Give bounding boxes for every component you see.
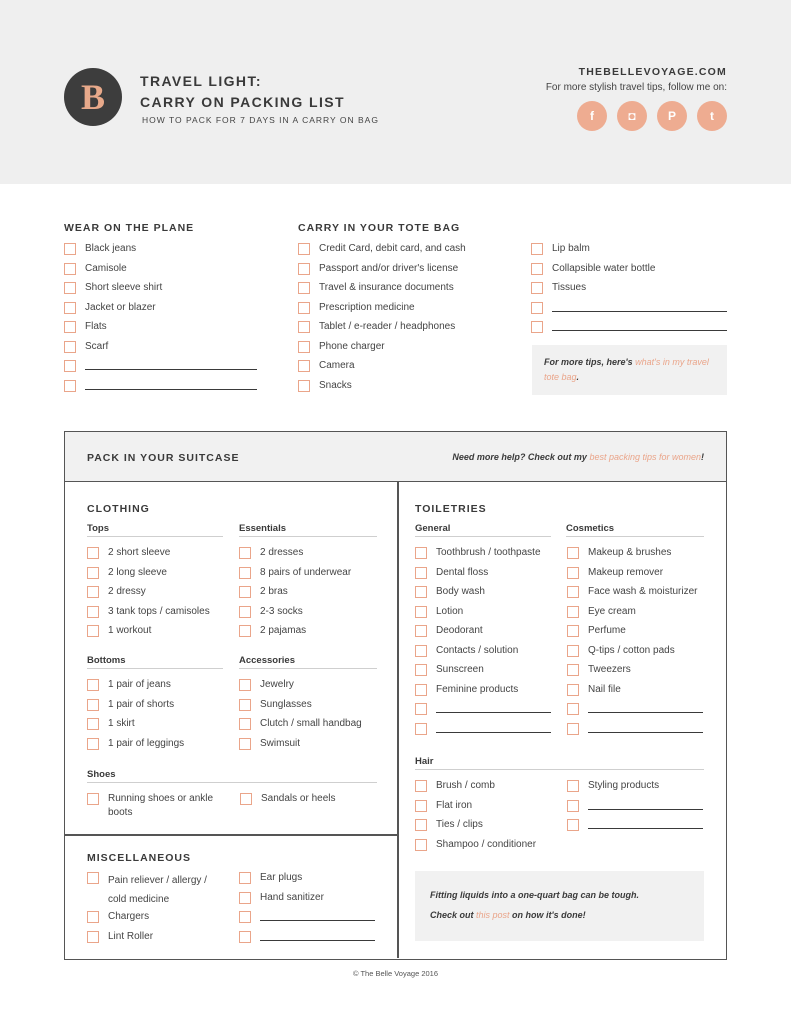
checklist-item xyxy=(415,702,551,715)
checklist-item-label: Ties / clips xyxy=(436,819,483,830)
checklist-item-label: Chargers xyxy=(108,911,150,922)
checklist-item-label: Body wash xyxy=(436,586,485,597)
checklist-item xyxy=(298,320,455,334)
checklist-item-label: Sunscreen xyxy=(436,664,484,675)
checkbox[interactable] xyxy=(87,547,99,559)
help-link[interactable]: best packing tips for women xyxy=(589,452,701,462)
checkbox[interactable] xyxy=(64,321,76,333)
checklist-item xyxy=(239,624,306,638)
pinterest-glyph: P xyxy=(667,109,676,123)
checklist-item xyxy=(64,281,162,295)
tote-tip-box xyxy=(532,345,727,395)
checklist-item-label: Q-tips / cotton pads xyxy=(588,644,675,656)
checkbox[interactable] xyxy=(567,625,579,637)
checklist-item xyxy=(567,702,703,715)
checkbox[interactable] xyxy=(239,911,251,923)
checklist-item xyxy=(298,262,458,276)
checklist-item-label: 2 long sleeve xyxy=(108,566,167,578)
bottoms-heading: Bottoms xyxy=(87,655,223,669)
social-links xyxy=(577,101,727,131)
checklist-item xyxy=(239,930,375,943)
twitter-icon[interactable] xyxy=(697,101,727,131)
checklist-item-label: Flats xyxy=(85,321,107,332)
checklist-item xyxy=(567,605,636,619)
checkbox[interactable] xyxy=(298,360,310,372)
checklist-item-label: Sunglasses xyxy=(260,698,312,710)
checklist-item xyxy=(415,722,551,735)
essentials-heading: Essentials xyxy=(239,523,377,537)
checklist-item xyxy=(531,301,727,314)
checklist-item xyxy=(567,722,703,735)
tote-heading: CARRY IN YOUR TOTE BAG xyxy=(298,222,461,234)
checkbox[interactable] xyxy=(531,282,543,294)
checkbox[interactable] xyxy=(567,586,579,598)
checkbox[interactable] xyxy=(415,703,427,715)
checklist-item-label: 8 pairs of underwear xyxy=(260,566,352,578)
checklist-item-label: Lint Roller xyxy=(108,931,154,942)
checklist-item xyxy=(567,799,703,812)
checklist-item xyxy=(567,779,659,793)
checklist-item xyxy=(239,678,294,692)
checklist-item xyxy=(239,566,351,580)
checklist-item xyxy=(415,546,541,560)
checklist-item-label: Eye cream xyxy=(588,605,636,617)
checklist-item-label: Ear plugs xyxy=(260,872,303,883)
checkbox[interactable] xyxy=(239,738,251,750)
blank-line[interactable] xyxy=(588,722,703,733)
checklist-item xyxy=(87,698,174,712)
accessories-heading: Accessories xyxy=(239,655,377,669)
checklist-item-label: Camera xyxy=(319,360,355,371)
checkbox[interactable] xyxy=(87,718,99,730)
checkbox[interactable] xyxy=(298,263,310,275)
pinterest-icon[interactable] xyxy=(657,101,687,131)
facebook-icon[interactable] xyxy=(577,101,607,131)
checklist-item xyxy=(567,546,671,560)
checkbox[interactable] xyxy=(64,302,76,314)
suitcase-heading: PACK IN YOUR SUITCASE xyxy=(87,452,240,464)
checklist-item-label: Perfume xyxy=(588,625,626,636)
checkbox[interactable] xyxy=(87,738,99,750)
blank-line[interactable] xyxy=(588,818,703,829)
checklist-item xyxy=(531,320,727,333)
checklist-item-label: Jewelry xyxy=(260,679,294,690)
checklist-item-label: Camisole xyxy=(85,262,127,274)
header-banner xyxy=(0,0,791,184)
checkbox[interactable] xyxy=(239,699,251,711)
checkbox[interactable] xyxy=(87,567,99,579)
help-suffix: ! xyxy=(701,452,704,462)
checkbox[interactable] xyxy=(415,664,427,676)
checklist-item xyxy=(415,683,518,697)
checklist-item-label: Prescription medicine xyxy=(319,301,415,313)
blank-line[interactable] xyxy=(552,320,727,331)
checklist-item xyxy=(239,737,300,751)
checkbox[interactable] xyxy=(531,263,543,275)
checkbox[interactable] xyxy=(415,839,427,851)
checklist-item xyxy=(298,359,355,373)
checkbox[interactable] xyxy=(567,723,579,735)
checkbox[interactable] xyxy=(567,547,579,559)
checklist-item xyxy=(415,644,518,658)
checkbox[interactable] xyxy=(64,243,76,255)
checklist-item-label: Makeup & brushes xyxy=(588,547,672,558)
checklist-item-label: Makeup remover xyxy=(588,566,664,578)
checklist-item-label: 1 pair of leggings xyxy=(108,737,185,749)
blank-line[interactable] xyxy=(85,379,257,390)
liquids-tip-prefix: Check out xyxy=(430,910,477,920)
checklist-item-label: Lotion xyxy=(436,605,464,617)
checkbox[interactable] xyxy=(239,567,251,579)
checklist-item xyxy=(531,281,586,295)
checkbox[interactable] xyxy=(567,684,579,696)
checkbox[interactable] xyxy=(298,341,310,353)
checkbox[interactable] xyxy=(87,625,99,637)
checkbox[interactable] xyxy=(64,263,76,275)
checkbox[interactable] xyxy=(415,723,427,735)
checkbox[interactable] xyxy=(567,780,579,792)
checklist-item xyxy=(239,871,302,885)
checklist-item-label: Shampoo / conditioner xyxy=(436,838,537,850)
checklist-item xyxy=(239,910,375,923)
checklist-item-label: Tablet / e-reader / headphones xyxy=(319,321,456,332)
checklist-item xyxy=(239,605,303,619)
checklist-item-label: Feminine products xyxy=(436,683,519,695)
checklist-item-label: Dental floss xyxy=(436,566,489,578)
checklist-item-label: 2 dresses xyxy=(260,547,304,558)
checkbox[interactable] xyxy=(87,679,99,691)
checkbox[interactable] xyxy=(64,282,76,294)
checklist-item-label: Swimsuit xyxy=(260,737,301,749)
checklist-item-label: 3 tank tops / camisoles xyxy=(108,605,210,617)
checkbox[interactable] xyxy=(298,282,310,294)
checkbox[interactable] xyxy=(415,606,427,618)
checklist-item xyxy=(415,779,495,793)
checkbox[interactable] xyxy=(415,645,427,657)
checklist-item-label: Short sleeve shirt xyxy=(85,282,163,293)
checklist-item-label: Styling products xyxy=(588,780,660,791)
checklist-item-label: 1 pair of shorts xyxy=(108,698,175,710)
checklist-item xyxy=(64,320,107,334)
checklist-item xyxy=(87,605,210,619)
checklist-item-label: Flat iron xyxy=(436,799,473,811)
checklist-item-label: Nail file xyxy=(588,683,621,695)
checklist-item xyxy=(567,644,675,658)
checklist-item xyxy=(64,379,257,392)
blank-line[interactable] xyxy=(552,301,727,312)
tote-tip-suffix: . xyxy=(576,372,580,382)
facebook-glyph: f xyxy=(590,109,594,123)
checkbox[interactable] xyxy=(239,679,251,691)
checklist-item xyxy=(567,683,621,697)
toiletries-heading: TOILETRIES xyxy=(415,503,487,515)
checkbox[interactable] xyxy=(298,380,310,392)
checklist-item xyxy=(567,624,626,638)
checkbox[interactable] xyxy=(298,302,310,314)
checklist-item xyxy=(239,698,312,712)
checkbox[interactable] xyxy=(87,606,99,618)
checkbox[interactable] xyxy=(239,931,251,943)
checklist-item-label: Tissues xyxy=(552,282,587,293)
checklist-item xyxy=(87,930,153,944)
checkbox[interactable] xyxy=(415,586,427,598)
tote-tip-text: For more tips, here's xyxy=(544,357,636,367)
checkbox[interactable] xyxy=(87,793,99,805)
page-title-line2: CARRY ON PACKING LIST xyxy=(140,94,345,110)
clothing-heading: CLOTHING xyxy=(87,503,150,515)
checklist-item xyxy=(87,871,223,909)
checklist-item-label: Phone charger xyxy=(319,340,385,352)
checkbox[interactable] xyxy=(567,606,579,618)
checklist-item-label: 1 pair of jeans xyxy=(108,679,171,690)
checklist-item-label: 1 workout xyxy=(108,625,152,636)
logo-badge xyxy=(64,68,122,126)
checkbox[interactable] xyxy=(87,911,99,923)
blank-line[interactable] xyxy=(436,702,551,713)
checkbox[interactable] xyxy=(567,567,579,579)
checklist-item xyxy=(298,340,385,354)
checklist-item xyxy=(298,242,466,256)
general-heading: General xyxy=(415,523,551,537)
checkbox[interactable] xyxy=(567,664,579,676)
checkbox[interactable] xyxy=(239,606,251,618)
checklist-item xyxy=(64,340,108,354)
checklist-item-label: Clutch / small handbag xyxy=(260,718,362,729)
checklist-item xyxy=(415,818,483,832)
misc-heading: MISCELLANEOUS xyxy=(87,852,192,864)
help-text xyxy=(452,452,704,462)
checklist-item xyxy=(87,717,135,731)
twitter-glyph: t xyxy=(710,109,714,123)
horizontal-divider xyxy=(65,834,398,836)
checkbox[interactable] xyxy=(567,703,579,715)
cosmetics-heading: Cosmetics xyxy=(566,523,704,537)
checklist-item xyxy=(64,262,127,276)
footer-copyright: © The Belle Voyage 2016 xyxy=(352,969,439,978)
checklist-item xyxy=(567,566,663,580)
tote-tip-link[interactable]: what's in my travel tote bag xyxy=(544,357,709,382)
checkbox[interactable] xyxy=(239,625,251,637)
checklist-item-label: Running shoes or ankle boots xyxy=(108,793,214,818)
checkbox[interactable] xyxy=(415,547,427,559)
instagram-glyph: ◘ xyxy=(628,109,636,123)
checklist-item-label: Collapsible water bottle xyxy=(552,262,656,274)
checklist-item-label: Deodorant xyxy=(436,625,483,636)
checkbox[interactable] xyxy=(567,645,579,657)
help-prefix: Need more help? Check out my xyxy=(452,452,590,462)
checkbox[interactable] xyxy=(239,586,251,598)
checkbox[interactable] xyxy=(415,684,427,696)
checklist-item-label: Scarf xyxy=(85,340,109,352)
checklist-item xyxy=(239,717,362,731)
checkbox[interactable] xyxy=(240,793,252,805)
checklist-item xyxy=(239,891,324,905)
checklist-item-label: Lip balm xyxy=(552,243,590,254)
checklist-item xyxy=(415,605,463,619)
liquids-tip-line2 xyxy=(430,905,689,925)
liquids-tip-box xyxy=(415,871,704,941)
blank-line[interactable] xyxy=(436,722,551,733)
checkbox[interactable] xyxy=(531,321,543,333)
checkbox[interactable] xyxy=(64,380,76,392)
liquids-tip-line1: Fitting liquids into a one-quart bag can be tough. xyxy=(430,890,639,900)
checklist-item xyxy=(87,792,226,820)
checklist-item xyxy=(64,242,136,256)
checklist-item-label: Tweezers xyxy=(588,664,631,675)
checkbox[interactable] xyxy=(415,567,427,579)
instagram-icon[interactable] xyxy=(617,101,647,131)
checklist-item-label: Passport and/or driver's license xyxy=(319,262,459,274)
checklist-item-label: 1 skirt xyxy=(108,718,135,729)
checkbox[interactable] xyxy=(64,360,76,372)
checkbox[interactable] xyxy=(567,819,579,831)
follow-text: For more stylish travel tips, follow me on: xyxy=(545,82,727,93)
checklist-item xyxy=(298,379,352,393)
checklist-item xyxy=(240,792,336,806)
checklist-item-label: Credit Card, debit card, and cash xyxy=(319,243,466,254)
checklist-item xyxy=(239,585,288,599)
checklist-item-label: Brush / comb xyxy=(436,780,495,791)
checklist-item-label: Sandals or heels xyxy=(261,793,336,804)
checklist-item-label: Toothbrush / toothpaste xyxy=(436,547,541,558)
checklist-item xyxy=(567,818,703,831)
checkbox[interactable] xyxy=(531,243,543,255)
checkbox[interactable] xyxy=(87,586,99,598)
checkbox[interactable] xyxy=(87,699,99,711)
checkbox[interactable] xyxy=(239,718,251,730)
checkbox[interactable] xyxy=(239,892,251,904)
checklist-item xyxy=(87,585,146,599)
checklist-item-label: Face wash & moisturizer xyxy=(588,586,698,597)
checklist-item xyxy=(298,281,454,295)
checkbox[interactable] xyxy=(239,547,251,559)
checkbox[interactable] xyxy=(415,800,427,812)
checklist-item xyxy=(87,546,170,560)
checklist-item-label: 2 pajamas xyxy=(260,625,307,636)
checkbox[interactable] xyxy=(298,243,310,255)
checklist-item xyxy=(415,838,536,852)
checklist-item xyxy=(415,585,485,599)
checklist-item-label: 2-3 socks xyxy=(260,605,303,617)
vertical-divider xyxy=(397,482,399,958)
checklist-item xyxy=(415,566,488,580)
suitcase-header xyxy=(65,432,726,482)
checklist-item xyxy=(415,799,472,813)
tops-heading: Tops xyxy=(87,523,223,537)
checklist-item xyxy=(239,546,303,560)
liquids-tip-suffix: on how it's done! xyxy=(509,910,586,920)
checklist-item xyxy=(87,678,171,692)
checklist-item-label: Hand sanitizer xyxy=(260,891,324,903)
logo-letter: B xyxy=(80,77,105,117)
checklist-item xyxy=(567,585,697,599)
checklist-item-label: 2 bras xyxy=(260,586,288,597)
blank-line[interactable] xyxy=(588,702,703,713)
checklist-item-label: Snacks xyxy=(319,379,352,391)
checklist-item xyxy=(64,301,156,315)
checklist-item xyxy=(415,663,484,677)
page-subtitle: HOW TO PACK FOR 7 DAYS IN A CARRY ON BAG xyxy=(142,115,379,125)
checkbox[interactable] xyxy=(415,819,427,831)
checklist-item xyxy=(567,663,631,677)
blank-line[interactable] xyxy=(588,799,703,810)
shoes-heading: Shoes xyxy=(87,769,377,783)
checkbox[interactable] xyxy=(239,872,251,884)
checklist-item xyxy=(87,910,149,924)
blank-line[interactable] xyxy=(85,359,257,370)
checklist-item xyxy=(415,624,483,638)
site-link[interactable]: THEBELLEVOYAGE.COM xyxy=(578,66,727,78)
checkbox[interactable] xyxy=(87,872,99,884)
checklist-item xyxy=(531,242,590,256)
checklist-item-label: Jacket or blazer xyxy=(85,301,156,313)
checkbox[interactable] xyxy=(531,302,543,314)
plane-heading: WEAR ON THE PLANE xyxy=(64,222,195,234)
checklist-item-label: Black jeans xyxy=(85,243,137,254)
checklist-item-label: Travel & insurance documents xyxy=(319,282,454,293)
checklist-item-label: 2 short sleeve xyxy=(108,547,171,558)
checklist-item-label: Pain reliever / allergy / cold medicine xyxy=(108,875,207,905)
checklist-item xyxy=(531,262,655,276)
checklist-item xyxy=(298,301,415,315)
checkbox[interactable] xyxy=(87,931,99,943)
checkbox[interactable] xyxy=(415,625,427,637)
checkbox[interactable] xyxy=(298,321,310,333)
checklist-item-label: 2 dressy xyxy=(108,586,146,597)
checkbox[interactable] xyxy=(64,341,76,353)
checklist-item-label: Contacts / solution xyxy=(436,644,519,656)
checkbox[interactable] xyxy=(415,780,427,792)
blank-line[interactable] xyxy=(260,910,375,921)
liquids-tip-link[interactable]: this post xyxy=(476,910,510,920)
blank-line[interactable] xyxy=(260,930,375,941)
checklist-item xyxy=(87,737,184,751)
checkbox[interactable] xyxy=(567,800,579,812)
page-title-line1: TRAVEL LIGHT: xyxy=(140,73,262,89)
checklist-item xyxy=(64,359,257,372)
hair-heading: Hair xyxy=(415,756,704,770)
checklist-item xyxy=(87,624,151,638)
checklist-item xyxy=(87,566,167,580)
